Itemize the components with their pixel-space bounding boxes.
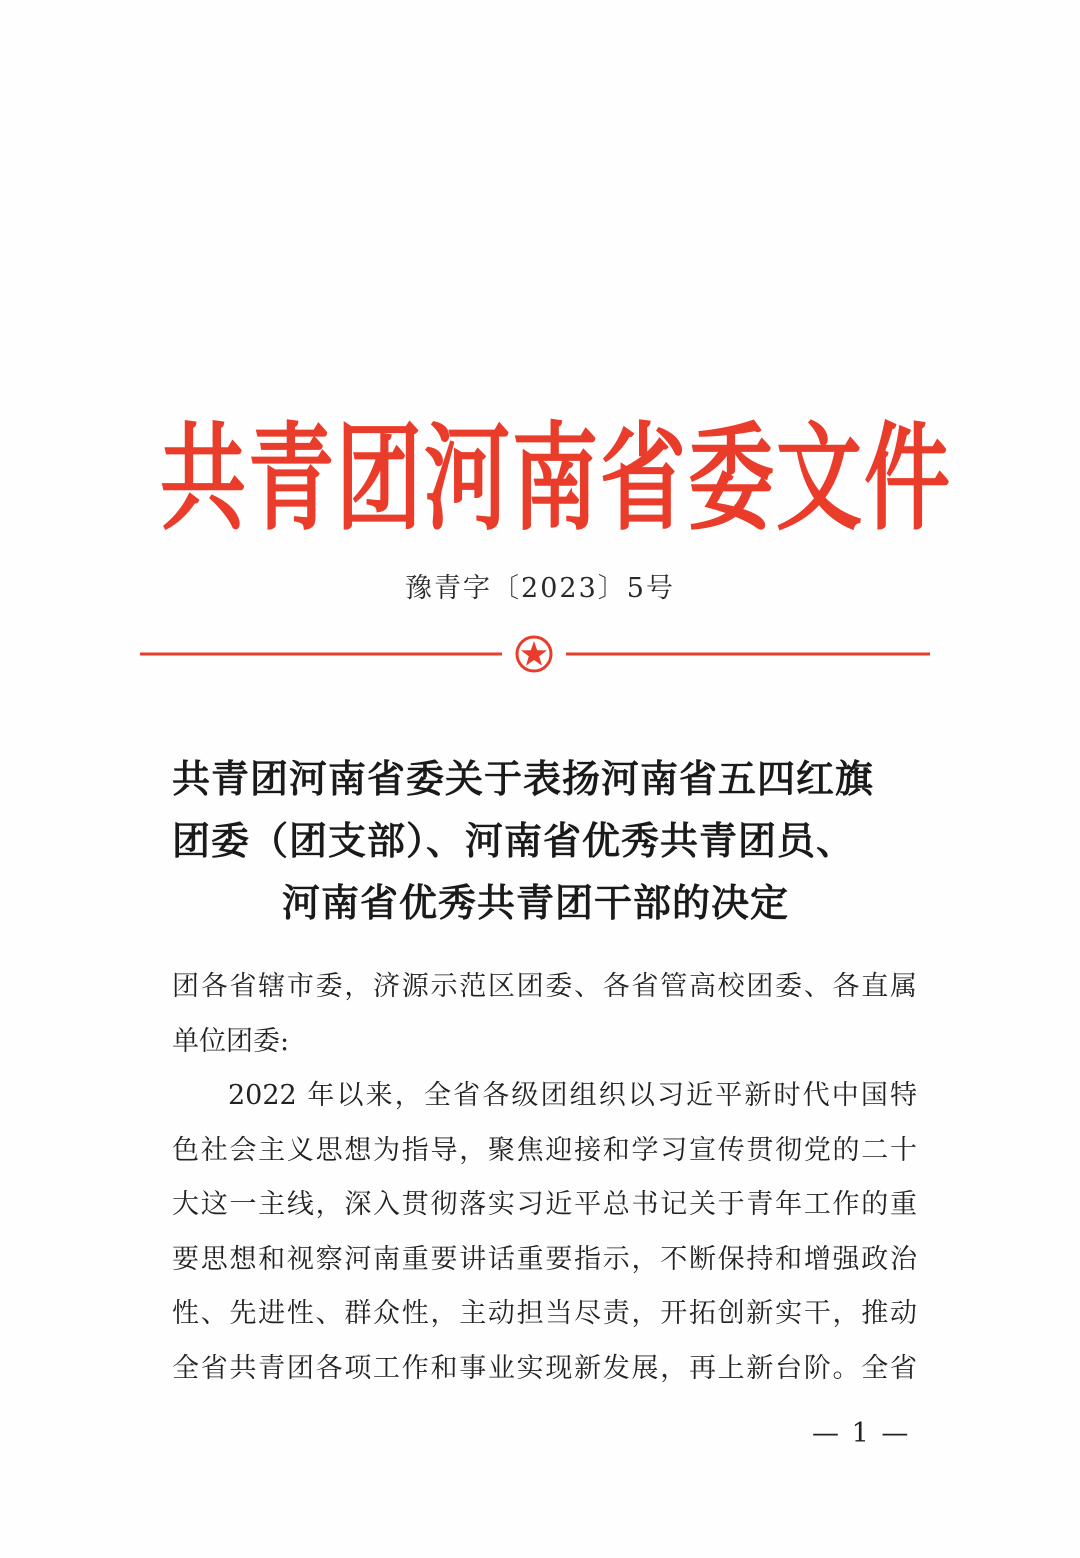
document-number: 豫青字〔2023〕5号 bbox=[405, 573, 675, 604]
body-line: 要思想和视察河南重要讲话重要指示，不断保持和增强政治 bbox=[172, 1243, 917, 1275]
addressee-line-1: 团各省辖市委，济源示范区团委、各省管高校团委、各直属 bbox=[172, 971, 917, 1002]
addressee-line-2: 单位团委: bbox=[172, 1025, 290, 1057]
body-line: 性、先进性、群众性，主动担当尽责，开拓创新实干，推动 bbox=[172, 1298, 917, 1329]
body-line: 大这一主线，深入贯彻落实习近平总书记关于青年工作的重 bbox=[172, 1189, 917, 1220]
body-line: 2022 年以来，全省各级团组织以习近平新时代中国特 bbox=[228, 1080, 917, 1111]
title-line-3: 河南省优秀共青团干部的决定 bbox=[282, 880, 790, 925]
title-line-2: 团委（团支部）、河南省优秀共青团员、 bbox=[172, 818, 856, 863]
red-star-emblem-icon bbox=[521, 641, 547, 666]
body-line: 色社会主义思想为指导，聚焦迎接和学习宣传贯彻党的二十 bbox=[172, 1134, 917, 1166]
document-title bbox=[150, 748, 940, 934]
red-divider bbox=[140, 634, 930, 674]
document-body bbox=[172, 960, 917, 1396]
page-number: — 1 — bbox=[812, 1418, 911, 1449]
document-masthead: 共青团河南省委文件 bbox=[160, 411, 952, 547]
body-line: 全省共青团各项工作和事业实现新发展，再上新台阶。全省 bbox=[172, 1352, 917, 1384]
title-line-1: 共青团河南省委关于表扬河南省五四红旗 bbox=[172, 756, 875, 801]
